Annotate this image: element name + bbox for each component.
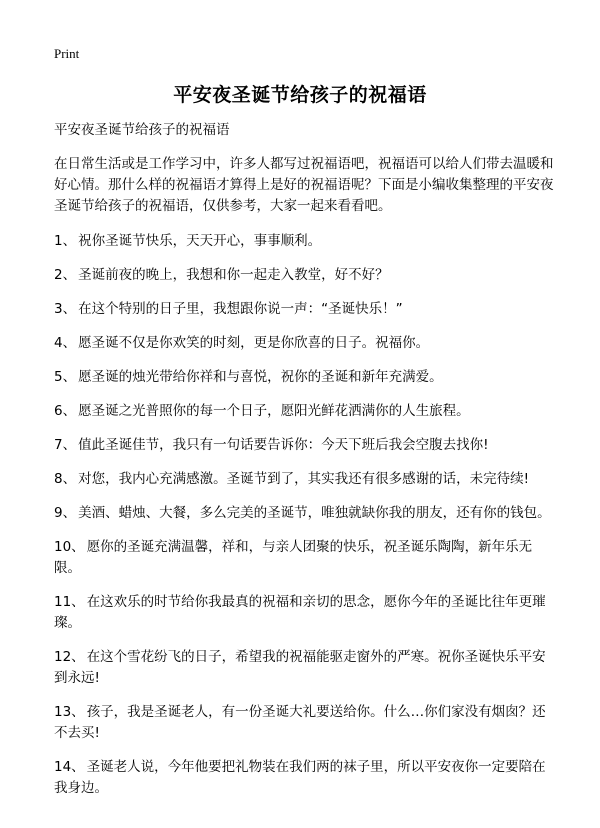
- list-item-number: 1、: [54, 233, 77, 249]
- list-item: [54, 435, 554, 456]
- list-item-text: 值此圣诞佳节，我只有一句话要告诉你：今天下班后我会空腹去找你!: [78, 437, 489, 453]
- list-item-number: 11、: [54, 594, 85, 610]
- list-item-text: 圣诞前夜的晚上，我想和你一起走入教堂，好不好？: [78, 267, 389, 283]
- list-item-number: 6、: [54, 403, 77, 419]
- list-item-text: 祝你圣诞节快乐，天天开心，事事顺利。: [78, 233, 322, 249]
- list-item-text: 美酒、蜡烛、大餐，多么完美的圣诞节，唯独就缺你我的朋友，还有你的钱包。: [78, 505, 551, 521]
- list-item-number: 10、: [54, 539, 85, 555]
- list-item: [54, 333, 554, 354]
- list-item-text: 在这欢乐的时节给你我最真的祝福和亲切的思念，愿你今年的圣诞比往年更璀璨。: [54, 594, 546, 631]
- page-title: 平安夜圣诞节给孩子的祝福语: [173, 84, 427, 106]
- intro-paragraph: 在日常生活或是工作学习中，许多人都写过祝福语吧，祝福语可以给人们带去温暖和好心情。那什么样的祝福语才算得上是好的祝福语呢？下面是小编收集整理的平安夜圣诞节给孩子的祝福语，仅供参考，大家一起来看看吧。: [54, 156, 554, 214]
- list-item-number: 7、: [54, 437, 77, 453]
- list-item: [54, 231, 554, 252]
- document-subtitle: 平安夜圣诞节给孩子的祝福语: [54, 122, 230, 138]
- list-item: [54, 503, 554, 524]
- list-item: [54, 757, 554, 799]
- list-item-number: 4、: [54, 335, 77, 351]
- list-item: [54, 537, 554, 579]
- list-item-number: 3、: [54, 301, 77, 317]
- document-body: [54, 120, 554, 812]
- list-item-number: 13、: [54, 704, 85, 720]
- list-item: [54, 469, 554, 490]
- list-item-text: 在这个雪花纷飞的日子，希望我的祝福能驱走窗外的严寒。祝你圣诞快乐平安到永远!: [54, 649, 546, 686]
- list-item-number: 5、: [54, 369, 77, 385]
- print-link[interactable]: Print: [54, 46, 80, 61]
- list-item-number: 8、: [54, 471, 77, 487]
- greeting-list: [54, 231, 554, 799]
- list-item-text: 圣诞老人说，今年他要把礼物装在我们两的袜子里，所以平安夜你一定要陪在我身边。: [54, 759, 546, 796]
- list-item: [54, 702, 554, 744]
- list-item-number: 9、: [54, 505, 77, 521]
- list-item-text: 愿你的圣诞充满温馨，祥和，与亲人团聚的快乐，祝圣诞乐陶陶，新年乐无限。: [54, 539, 533, 576]
- list-item-text: 愿圣诞之光普照你的每一个日子，愿阳光鲜花洒满你的人生旅程。: [78, 403, 470, 419]
- list-item-text: 孩子，我是圣诞老人，有一份圣诞大礼要送给你。什么…你们家没有烟囱？还不去买!: [54, 704, 546, 741]
- list-item-number: 2、: [54, 267, 77, 283]
- list-item-text: 对您，我内心充满感激。圣诞节到了，其实我还有很多感谢的话，未完待续!: [78, 471, 530, 487]
- list-item: [54, 265, 554, 286]
- list-item-text: 愿圣诞的烛光带给你祥和与喜悦，祝你的圣诞和新年充满爱。: [78, 369, 443, 385]
- list-item: [54, 401, 554, 422]
- list-item-number: 14、: [54, 759, 85, 775]
- list-item: [54, 647, 554, 689]
- list-item: [54, 299, 554, 320]
- list-item-text: 在这个特别的日子里，我想跟你说一声：“圣诞快乐！”: [78, 301, 403, 317]
- list-item-number: 12、: [54, 649, 85, 665]
- list-item: [54, 592, 554, 634]
- list-item: [54, 367, 554, 388]
- list-item-text: 愿圣诞不仅是你欢笑的时刻，更是你欣喜的日子。祝福你。: [78, 335, 430, 351]
